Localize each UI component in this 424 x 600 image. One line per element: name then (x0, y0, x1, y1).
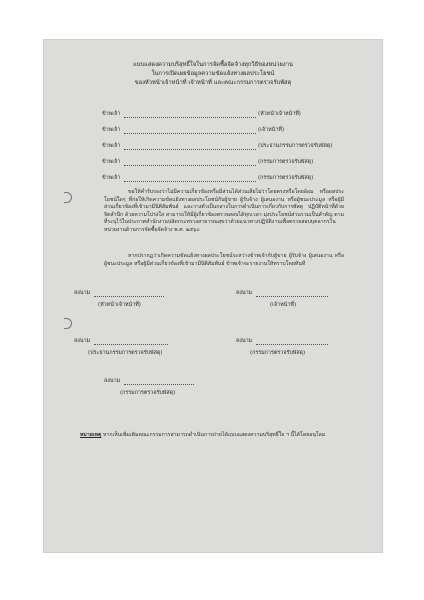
declarant-prefix: ข้าพเจ้า (102, 175, 121, 181)
note-text: หากเห็นเพิ่มเติมคณะกรรมการสามารถดำเนินการถ่ายได้แบบแสดงความบริสุทธิ์ใจ ฯ นี้ได้โดยอนุโลม (103, 432, 326, 438)
disclosure-text: หากปรากฏว่าเกิดความขัดแย้งทางผลประโยชน์ระหว่างข้าพเจ้ากับผู้ขาย ผู้รับจ้าง ผู้เสนองาน หรือผู้ชนะประมูล หรือผู้มีส่วนเกี่ยวข้องที่เข้ามามีนิติสัมพันธ์ ข้าพเจ้าจะรายงานให้ทราบโดยทันที (104, 253, 344, 267)
scanned-page (44, 40, 382, 552)
form-title-line-1: แบบแสดงความบริสุทธิ์ใจในการจัดซื้อจัดจ้างทุกวิธีของหน่วยงาน (133, 62, 293, 68)
signer-role: (หัวหน้าเจ้าหน้าที่) (98, 302, 141, 308)
signer-role: (กรรมการตรวจรับพัสดุ) (120, 390, 176, 396)
declarant-role: (เจ้าหน้าที่) (258, 127, 285, 133)
declarant-prefix: ข้าพเจ้า (102, 159, 121, 165)
declarant-name-line (124, 165, 256, 166)
note-block (80, 432, 346, 440)
signature-line (94, 296, 164, 297)
signature-label: ลงนาม (236, 290, 253, 296)
binder-hole (64, 318, 72, 329)
signature-label: ลงนาม (74, 338, 91, 344)
signer-role: (เจ้าหน้าที่) (270, 302, 297, 308)
note-label: หมายเหตุ (80, 432, 102, 438)
signer-role: (ประธานกรรมการตรวจรับพัสดุ) (88, 350, 163, 356)
signature-label: ลงนาม (236, 338, 253, 344)
signature-line (256, 344, 328, 345)
declarant-name-line (124, 133, 256, 134)
declaration-text: ขอให้คำรับรองว่าไม่มีความเกี่ยวข้องหรือมีส่วนได้ส่วนเสียไม่ว่าโดยตรงหรือโดยอ้อม หรือผลประโยชน์ใดๆ ที่ก่อให้เกิดความขัดแย้งทางผลประโยชน์กับผู้ขาย ผู้รับจ้าง ผู้เสนองาน หรือผู้ชนะประมูล หรือผู้มีส่วนเกี่ยวข้องที่เข้ามามีนิติสัมพันธ์ และวางตัวเป็นกลางในการดำเนินการเกี่ยวกับการพัสดุ ปฏิบัติหน้าที่ด้วยจิตสำนึก ด้วยความโปร่งใส สามารถให้มีผู้เกี่ยวข้องตรวจสอบได้ทุกเวลา มุ่งประโยชน์ส่วนรวมเป็นสำคัญ ตามที่ระบุไว้ในประกาศสำนักงานปลัดกระทรวงสาธารณสุขว่าด้วยแนวทางปฏิบัติงานเพื่อตรวจสอบบุคลากรในหน่วยงานด้านการจัดซื้อจัดจ้าง พ.ศ. ๒๕๖๐ (104, 189, 344, 233)
signature-label: ลงนาม (74, 290, 91, 296)
form-title-line-3: ของหัวหน้าเจ้าหน้าที่ เจ้าหน้าที่ และคณะกรรมการตรวจรับพัสดุ (134, 80, 292, 86)
declarant-prefix: ข้าพเจ้า (102, 127, 121, 133)
declarant-name-line (124, 149, 256, 150)
declarant-role: (หัวหน้าเจ้าหน้าที่) (258, 111, 301, 117)
signature-label: ลงนาม (104, 378, 121, 384)
signature-line (256, 296, 328, 297)
signature-line (124, 384, 194, 385)
declarant-prefix: ข้าพเจ้า (102, 111, 121, 117)
declarant-role: (กรรมการตรวจรับพัสดุ) (258, 175, 314, 181)
declarant-name-line (124, 117, 256, 118)
declarant-prefix: ข้าพเจ้า (102, 143, 121, 149)
signature-line (94, 344, 168, 345)
disclosure-paragraph (104, 253, 344, 268)
declarant-name-line (124, 181, 256, 182)
declarant-role: (ประธานกรรมการตรวจรับพัสดุ) (258, 143, 333, 149)
binder-hole (64, 192, 72, 203)
form-title-line-2: ในการเปิดเผยข้อมูลความขัดแย้งทางผลประโยชน์ (151, 71, 275, 77)
signer-role: (กรรมการตรวจรับพัสดุ) (250, 350, 306, 356)
declaration-paragraph (104, 189, 344, 235)
declarant-role: (กรรมการตรวจรับพัสดุ) (258, 159, 314, 165)
